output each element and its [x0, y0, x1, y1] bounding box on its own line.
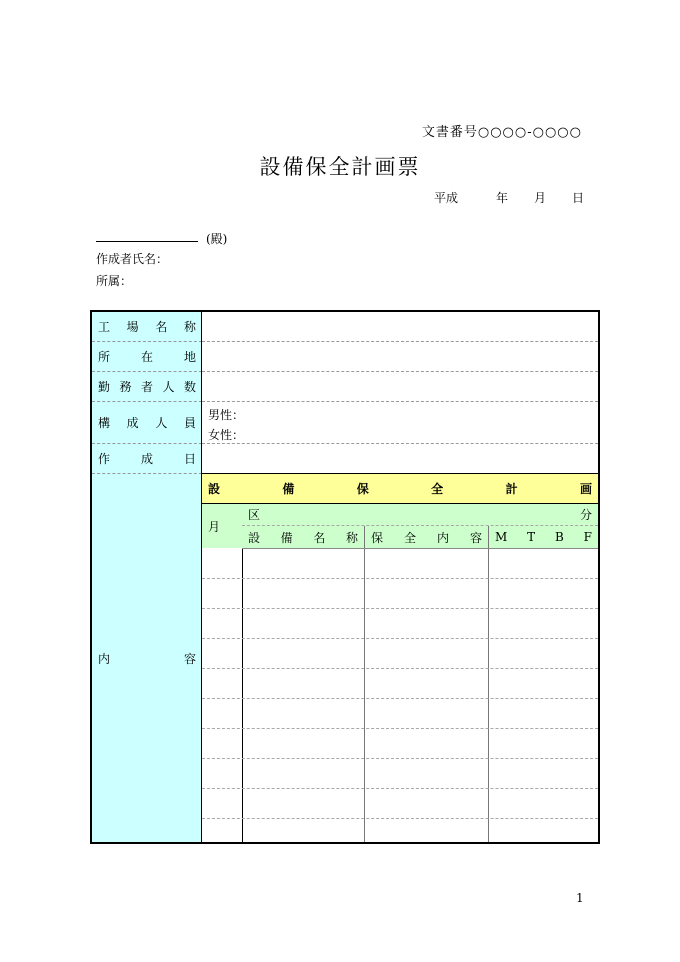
location-label: 所 在 地 — [92, 342, 202, 372]
table-row[interactable] — [202, 819, 598, 848]
worker-count-label: 勤 務 者 人 数 — [92, 372, 202, 402]
recipient-name-line — [96, 241, 198, 242]
plan-header: 設 備 保 全 計 画 — [202, 474, 598, 504]
location-field[interactable] — [202, 342, 598, 372]
plan-rows — [202, 549, 598, 848]
month-header: 月 — [202, 504, 242, 548]
table-row[interactable] — [202, 579, 598, 609]
document-number: 文書番号○○○○-○○○○ — [421, 125, 582, 140]
worker-count-field[interactable] — [202, 372, 598, 402]
page-number: 1 — [576, 891, 584, 905]
plan-form — [90, 310, 600, 844]
date-day-label: 日 — [572, 191, 585, 205]
date-month-label: 月 — [534, 191, 547, 205]
category-header: 区 分 — [242, 504, 598, 526]
date-era: 平成 — [434, 191, 459, 205]
composition-label: 構 成 人 員 — [92, 402, 202, 444]
male-count-label: 男性： — [208, 408, 245, 422]
table-row[interactable] — [202, 699, 598, 729]
equipment-name-header: 設 備 名 称 — [242, 526, 364, 548]
table-row[interactable] — [202, 729, 598, 759]
mtbf-header: M T B F — [489, 526, 598, 548]
page-title: 設備保全計画票 — [259, 155, 421, 179]
table-row[interactable] — [202, 759, 598, 789]
created-date-label: 作 成 日 — [92, 444, 202, 474]
composition-field[interactable] — [202, 402, 598, 444]
recipient-suffix: (殿) — [206, 232, 228, 246]
table-row[interactable] — [202, 669, 598, 699]
table-row[interactable] — [202, 639, 598, 669]
author-name-label: 作成者氏名： — [96, 252, 169, 266]
factory-name-field[interactable] — [202, 312, 598, 342]
female-count-label: 女性： — [208, 428, 245, 442]
factory-name-label: 工 場 名 称 — [92, 312, 202, 342]
department-label: 所属： — [96, 274, 133, 288]
date-year-label: 年 — [496, 191, 509, 205]
content-label: 内 容 — [92, 474, 202, 842]
maintenance-content-header: 保 全 内 容 — [365, 526, 488, 548]
created-date-field[interactable] — [202, 444, 598, 474]
table-row[interactable] — [202, 549, 598, 579]
table-row[interactable] — [202, 789, 598, 819]
table-row[interactable] — [202, 609, 598, 639]
